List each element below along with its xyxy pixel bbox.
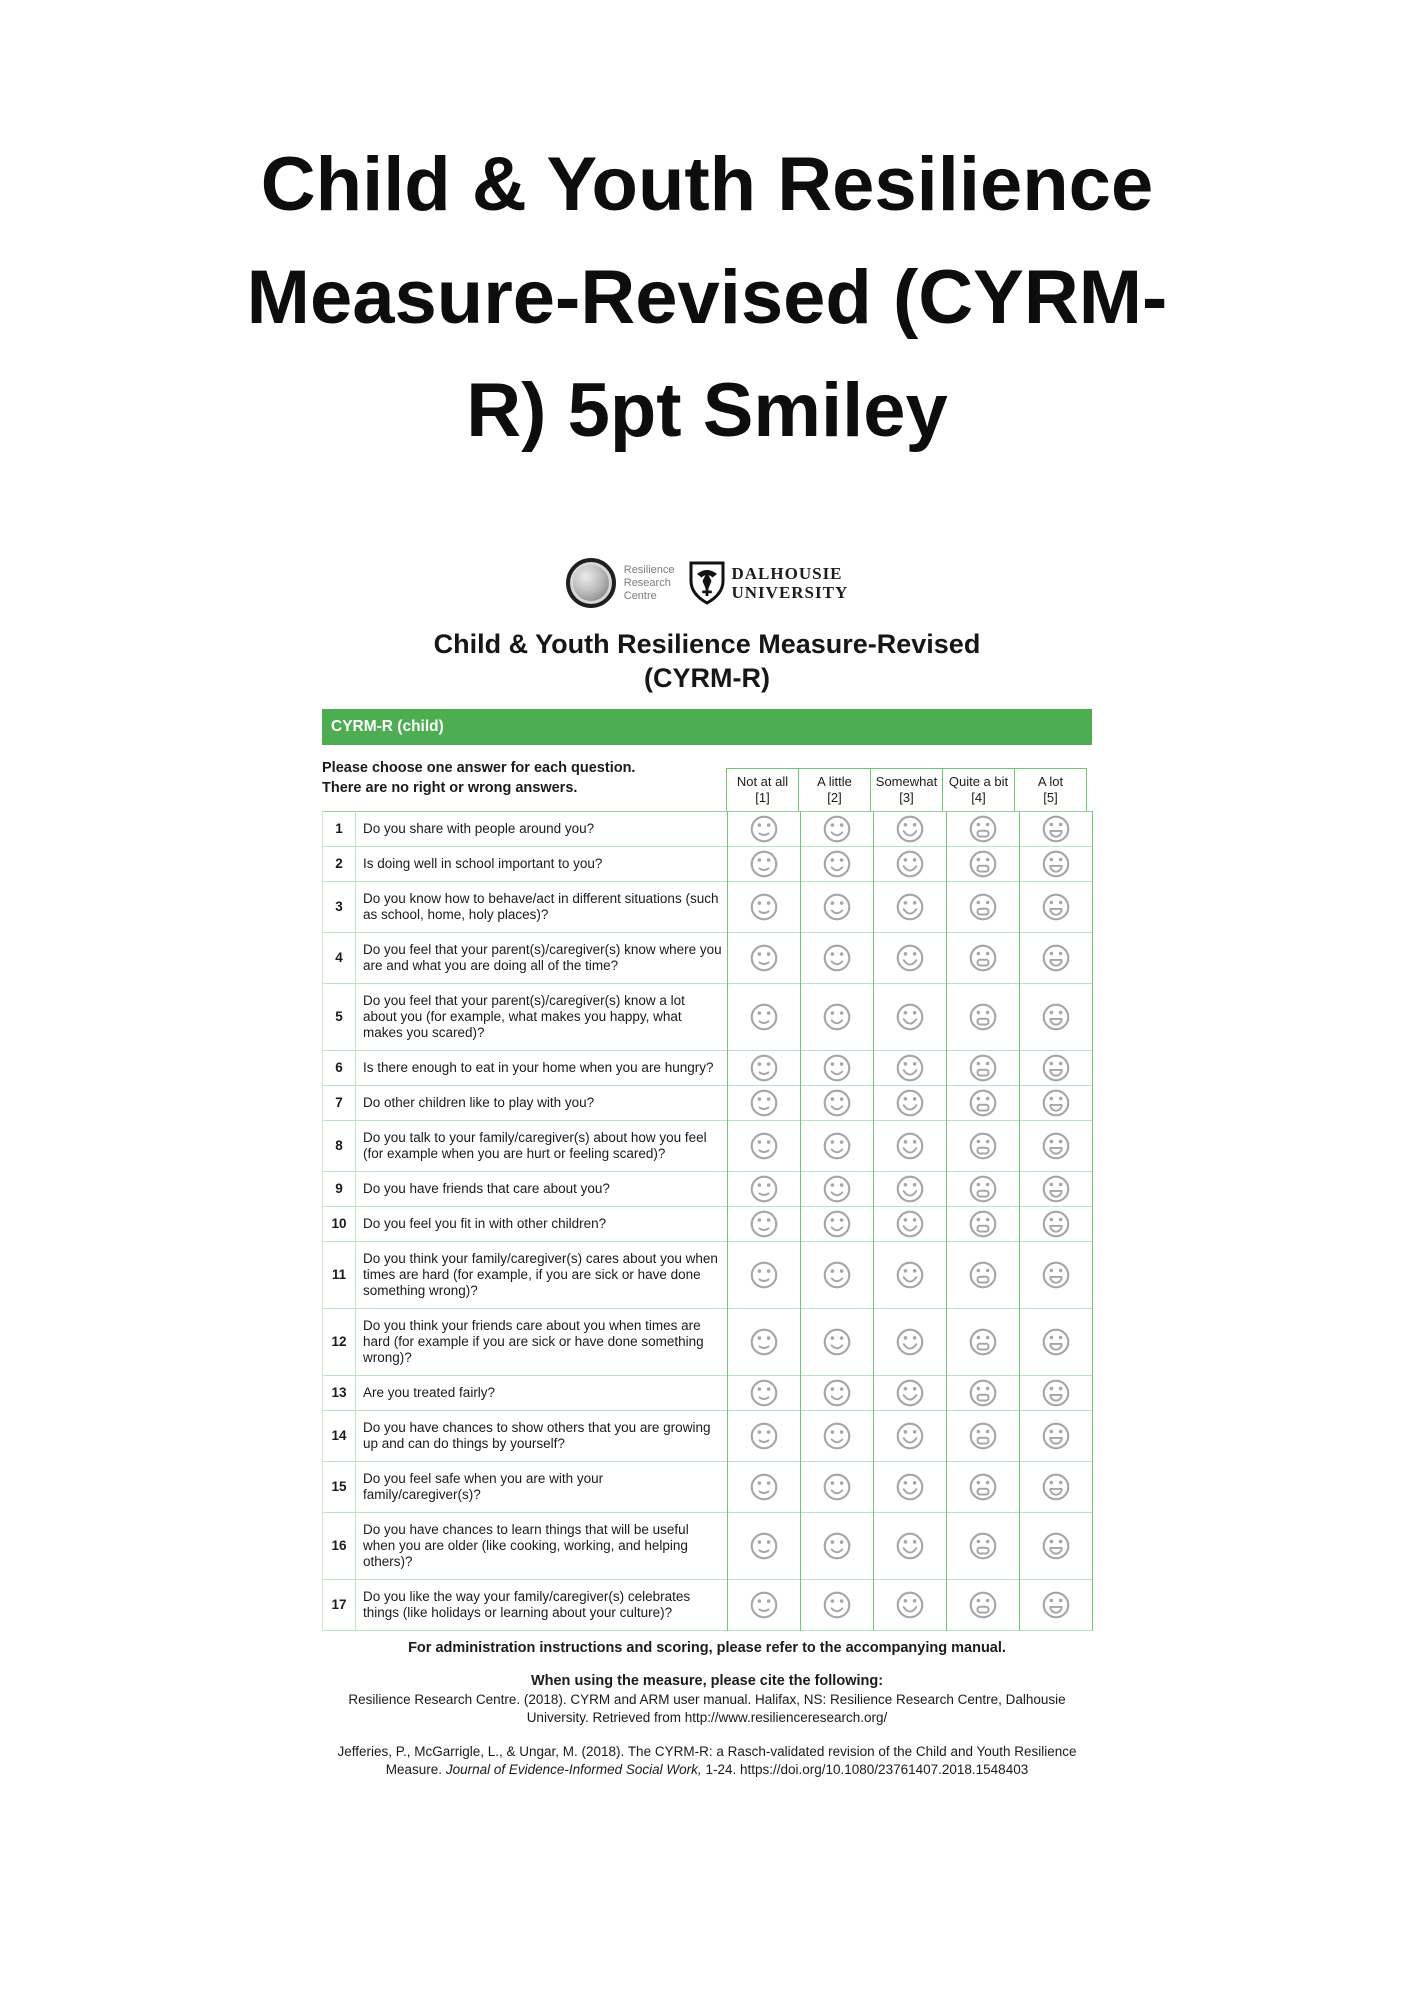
question-text: Do you talk to your family/caregiver(s) about how you feel (for example when you are hurt or feeling scared)? (363, 1130, 707, 1161)
scale-header-a-little: A little [2] (798, 768, 871, 811)
table-row (323, 1411, 1093, 1462)
smiley-laugh-icon (1040, 848, 1072, 880)
question-text: Do you feel that your parent(s)/caregiver(s) know where you are and what you are doing all of the time? (363, 942, 722, 973)
instructions: Please choose one answer for each question. There are no right or wrong answers. (322, 760, 636, 796)
question-text: Do you share with people around you? (363, 821, 595, 836)
table-row (323, 1513, 1093, 1580)
answer-cell-2[interactable] (801, 1411, 874, 1462)
smiley-slight-smile-icon (748, 1471, 780, 1503)
smiley-big-smile-icon (894, 1471, 926, 1503)
smiley-smile-icon (821, 1001, 853, 1033)
answer-cell-3[interactable] (874, 1580, 947, 1631)
answer-cell-5[interactable] (1020, 1242, 1093, 1309)
smiley-slight-smile-icon (748, 1130, 780, 1162)
smiley-smile-icon (821, 1589, 853, 1621)
answer-cell-2[interactable] (801, 1580, 874, 1631)
smiley-open-grin-icon (967, 848, 999, 880)
table-row (323, 882, 1093, 933)
question-text: Is doing well in school important to you? (363, 856, 603, 871)
answer-cell-4[interactable] (947, 984, 1020, 1051)
questionnaire (322, 709, 1092, 1778)
answer-cell-2[interactable] (801, 847, 874, 882)
smiley-big-smile-icon (894, 1326, 926, 1358)
smiley-slight-smile-icon (748, 1052, 780, 1084)
question-number: 12 (323, 1309, 356, 1376)
smiley-laugh-icon (1040, 1052, 1072, 1084)
question-text: Is there enough to eat in your home when you are hungry? (363, 1060, 714, 1075)
answer-cell-4[interactable] (947, 1580, 1020, 1631)
question-number: 4 (323, 933, 356, 984)
question-text: Do other children like to play with you? (363, 1095, 595, 1110)
smiley-slight-smile-icon (748, 1087, 780, 1119)
answer-cell-5[interactable] (1020, 1121, 1093, 1172)
smiley-open-grin-icon (967, 891, 999, 923)
smiley-laugh-icon (1040, 1173, 1072, 1205)
answer-cell-2[interactable] (801, 1513, 874, 1580)
citation-heading: When using the measure, please cite the following: (530, 1673, 884, 1689)
smiley-open-grin-icon (967, 1326, 999, 1358)
answer-cell-5[interactable] (1020, 984, 1093, 1051)
answer-cell-1[interactable] (728, 1580, 801, 1631)
table-row (323, 1121, 1093, 1172)
smiley-slight-smile-icon (748, 1530, 780, 1562)
page-title (0, 0, 1414, 467)
answer-cell-4[interactable] (947, 1172, 1020, 1207)
answer-cell-4[interactable] (947, 933, 1020, 984)
smiley-smile-icon (821, 1377, 853, 1409)
dalhousie-university-logo (689, 561, 849, 605)
question-text: Do you think your family/caregiver(s) cares about you when times are hard (for example, if you are sick or have done something wrong)? (363, 1251, 718, 1298)
smiley-slight-smile-icon (748, 1259, 780, 1291)
smiley-open-grin-icon (967, 1052, 999, 1084)
question-number: 9 (323, 1172, 356, 1207)
answer-cell-5[interactable] (1020, 847, 1093, 882)
answer-cell-1[interactable] (728, 933, 801, 984)
answer-cell-4[interactable] (947, 1121, 1020, 1172)
smiley-smile-icon (821, 813, 853, 845)
smiley-laugh-icon (1040, 1471, 1072, 1503)
answer-cell-5[interactable] (1020, 933, 1093, 984)
smiley-smile-icon (821, 1087, 853, 1119)
question-text: Do you know how to behave/act in different situations (such as school, home, holy places)? (363, 891, 719, 922)
answer-cell-1[interactable] (728, 1121, 801, 1172)
question-number: 15 (323, 1462, 356, 1513)
answer-cell-4[interactable] (947, 882, 1020, 933)
smiley-smile-icon (821, 942, 853, 974)
dalhousie-shield-icon (689, 561, 725, 605)
question-text: Do you feel you fit in with other children? (363, 1216, 607, 1231)
answer-cell-2[interactable] (801, 1242, 874, 1309)
smiley-slight-smile-icon (748, 1420, 780, 1452)
answer-cell-1[interactable] (728, 1242, 801, 1309)
answer-cell-1[interactable] (728, 1376, 801, 1411)
smiley-slight-smile-icon (748, 1208, 780, 1240)
smiley-laugh-icon (1040, 891, 1072, 923)
answer-cell-5[interactable] (1020, 1207, 1093, 1242)
resilience-research-centre-logo (566, 558, 675, 608)
citation-2: Jefferies, P., McGarrigle, L., & Ungar, M. (2018). The CYRM-R: a Rasch-validated revision of the Child and Youth Resilience Measure. Journal of Evidence-Informed Social Work, 1-24. https://doi.org/10.1080/23761407.2018.1548403 (337, 1744, 1077, 1777)
answer-cell-1[interactable] (728, 1411, 801, 1462)
question-number: 5 (323, 984, 356, 1051)
answer-cell-4[interactable] (947, 1376, 1020, 1411)
answer-cell-3[interactable] (874, 984, 947, 1051)
answer-cell-4[interactable] (947, 1207, 1020, 1242)
smiley-slight-smile-icon (748, 1173, 780, 1205)
admin-note: For administration instructions and scoring, please refer to the accompanying manual. (408, 1640, 1006, 1656)
answer-cell-5[interactable] (1020, 1513, 1093, 1580)
citation-1: Resilience Research Centre. (2018). CYRM and ARM user manual. Halifax, NS: Resilience Research Centre, Dalhousie University. Retrieved from http://www.resilienceresearch.org/ (348, 1692, 1066, 1725)
answer-cell-4[interactable] (947, 1086, 1020, 1121)
answer-cell-4[interactable] (947, 1462, 1020, 1513)
table-row (323, 1086, 1093, 1121)
smiley-smile-icon (821, 1326, 853, 1358)
question-text: Do you like the way your family/caregiver(s) celebrates things (like holidays or learning about your culture)? (363, 1589, 691, 1620)
logo-row (257, 551, 1157, 615)
smiley-slight-smile-icon (748, 1326, 780, 1358)
scale-header-a-lot: A lot [5] (1014, 768, 1087, 811)
question-text: Are you treated fairly? (363, 1385, 496, 1400)
smiley-big-smile-icon (894, 848, 926, 880)
smiley-slight-smile-icon (748, 1377, 780, 1409)
smiley-big-smile-icon (894, 1052, 926, 1084)
smiley-big-smile-icon (894, 1259, 926, 1291)
answer-cell-2[interactable] (801, 1121, 874, 1172)
question-number: 17 (323, 1580, 356, 1631)
answer-cell-2[interactable] (801, 1207, 874, 1242)
answer-cell-3[interactable] (874, 1242, 947, 1309)
smiley-smile-icon (821, 1530, 853, 1562)
answer-cell-5[interactable] (1020, 1580, 1093, 1631)
smiley-open-grin-icon (967, 1589, 999, 1621)
answer-cell-2[interactable] (801, 1086, 874, 1121)
smiley-smile-icon (821, 848, 853, 880)
smiley-slight-smile-icon (748, 848, 780, 880)
table-row (323, 1207, 1093, 1242)
answer-cell-3[interactable] (874, 882, 947, 933)
table-row (323, 1376, 1093, 1411)
answer-cell-1[interactable] (728, 1086, 801, 1121)
document-preview (257, 551, 1157, 1778)
answer-cell-4[interactable] (947, 812, 1020, 847)
page-title-line3: R) 5pt Smiley (466, 368, 948, 453)
answer-cell-3[interactable] (874, 1207, 947, 1242)
table-header (322, 757, 1092, 811)
answer-cell-3[interactable] (874, 1411, 947, 1462)
answer-cell-3[interactable] (874, 1051, 947, 1086)
question-number: 7 (323, 1086, 356, 1121)
answer-cell-5[interactable] (1020, 882, 1093, 933)
answer-cell-1[interactable] (728, 1309, 801, 1376)
answer-cell-1[interactable] (728, 1172, 801, 1207)
smiley-open-grin-icon (967, 1173, 999, 1205)
smiley-smile-icon (821, 1259, 853, 1291)
smiley-laugh-icon (1040, 1377, 1072, 1409)
question-number: 3 (323, 882, 356, 933)
answer-cell-2[interactable] (801, 1051, 874, 1086)
answer-cell-4[interactable] (947, 1513, 1020, 1580)
question-number: 6 (323, 1051, 356, 1086)
smiley-open-grin-icon (967, 1259, 999, 1291)
smiley-big-smile-icon (894, 891, 926, 923)
answer-cell-2[interactable] (801, 1462, 874, 1513)
table-row (323, 812, 1093, 847)
smiley-laugh-icon (1040, 1530, 1072, 1562)
smiley-open-grin-icon (967, 1530, 999, 1562)
smiley-slight-smile-icon (748, 942, 780, 974)
smiley-smile-icon (821, 1052, 853, 1084)
question-number: 1 (323, 812, 356, 847)
table-row (323, 1462, 1093, 1513)
answer-cell-3[interactable] (874, 1086, 947, 1121)
answer-cell-3[interactable] (874, 1309, 947, 1376)
smiley-open-grin-icon (967, 942, 999, 974)
scale-header-not-at-all: Not at all [1] (726, 768, 799, 811)
answer-cell-1[interactable] (728, 1513, 801, 1580)
answer-cell-5[interactable] (1020, 1309, 1093, 1376)
smiley-smile-icon (821, 1420, 853, 1452)
section-banner: CYRM-R (child) (322, 709, 1092, 745)
answer-cell-2[interactable] (801, 933, 874, 984)
question-text: Do you have chances to show others that you are growing up and can do things by yourself? (363, 1420, 711, 1451)
smiley-big-smile-icon (894, 1087, 926, 1119)
table-row (323, 984, 1093, 1051)
answer-cell-3[interactable] (874, 1172, 947, 1207)
page-title-line1: Child & Youth Resilience (260, 142, 1154, 227)
smiley-open-grin-icon (967, 1208, 999, 1240)
smiley-slight-smile-icon (748, 813, 780, 845)
answer-cell-3[interactable] (874, 1376, 947, 1411)
smiley-smile-icon (821, 1208, 853, 1240)
smiley-laugh-icon (1040, 1420, 1072, 1452)
smiley-open-grin-icon (967, 1420, 999, 1452)
answer-cell-2[interactable] (801, 1309, 874, 1376)
question-text: Do you have chances to learn things that will be useful when you are older (like cooking, working, and helping others)? (363, 1522, 689, 1569)
answer-cell-5[interactable] (1020, 812, 1093, 847)
rrc-logo-text: Resilience Research Centre (623, 563, 675, 602)
answer-cell-5[interactable] (1020, 1086, 1093, 1121)
answer-cell-4[interactable] (947, 847, 1020, 882)
smiley-laugh-icon (1040, 1087, 1072, 1119)
smiley-laugh-icon (1040, 1130, 1072, 1162)
answer-cell-3[interactable] (874, 1121, 947, 1172)
smiley-laugh-icon (1040, 1326, 1072, 1358)
table-row (323, 1580, 1093, 1631)
question-number: 10 (323, 1207, 356, 1242)
smiley-laugh-icon (1040, 942, 1072, 974)
answer-cell-1[interactable] (728, 1462, 801, 1513)
smiley-open-grin-icon (967, 1130, 999, 1162)
table-row (323, 1172, 1093, 1207)
smiley-slight-smile-icon (748, 891, 780, 923)
table-row (323, 1309, 1093, 1376)
answer-cell-1[interactable] (728, 984, 801, 1051)
answer-cell-2[interactable] (801, 812, 874, 847)
smiley-laugh-icon (1040, 1259, 1072, 1291)
smiley-open-grin-icon (967, 813, 999, 845)
smiley-big-smile-icon (894, 1001, 926, 1033)
table-row (323, 847, 1093, 882)
answer-cell-1[interactable] (728, 812, 801, 847)
answer-cell-3[interactable] (874, 933, 947, 984)
scale-header-somewhat: Somewhat [3] (870, 768, 943, 811)
document-title: Child & Youth Resilience Measure-Revised (CYRM-R) (433, 629, 981, 693)
smiley-big-smile-icon (894, 942, 926, 974)
answer-cell-3[interactable] (874, 847, 947, 882)
smiley-big-smile-icon (894, 1173, 926, 1205)
question-number: 8 (323, 1121, 356, 1172)
answer-cell-3[interactable] (874, 1513, 947, 1580)
question-text: Do you think your friends care about you when times are hard (for example if you are sick or have done something wrong)? (363, 1318, 704, 1365)
answer-cell-4[interactable] (947, 1309, 1020, 1376)
smiley-big-smile-icon (894, 1420, 926, 1452)
answer-cell-1[interactable] (728, 1207, 801, 1242)
smiley-open-grin-icon (967, 1087, 999, 1119)
table-row (323, 1242, 1093, 1309)
question-text: Do you have friends that care about you? (363, 1181, 610, 1196)
answer-cell-1[interactable] (728, 882, 801, 933)
smiley-smile-icon (821, 891, 853, 923)
smiley-big-smile-icon (894, 1130, 926, 1162)
smiley-laugh-icon (1040, 1001, 1072, 1033)
question-number: 11 (323, 1242, 356, 1309)
smiley-slight-smile-icon (748, 1589, 780, 1621)
answer-cell-1[interactable] (728, 1051, 801, 1086)
question-number: 2 (323, 847, 356, 882)
smiley-big-smile-icon (894, 1589, 926, 1621)
smiley-laugh-icon (1040, 1589, 1072, 1621)
answer-cell-4[interactable] (947, 1051, 1020, 1086)
answer-cell-1[interactable] (728, 847, 801, 882)
smiley-open-grin-icon (967, 1471, 999, 1503)
rrc-globe-icon (566, 558, 616, 608)
answer-cell-3[interactable] (874, 812, 947, 847)
smiley-open-grin-icon (967, 1001, 999, 1033)
question-number: 14 (323, 1411, 356, 1462)
question-text: Do you feel that your parent(s)/caregiver(s) know a lot about you (for example, what makes you happy, what makes you scared)? (363, 993, 685, 1040)
answer-cell-5[interactable] (1020, 1462, 1093, 1513)
answer-cell-4[interactable] (947, 1242, 1020, 1309)
answer-cell-2[interactable] (801, 1376, 874, 1411)
answer-cell-2[interactable] (801, 1172, 874, 1207)
answer-cell-5[interactable] (1020, 1376, 1093, 1411)
smiley-smile-icon (821, 1173, 853, 1205)
page-title-line2: Measure-Revised (CYRM- (246, 255, 1168, 340)
smiley-big-smile-icon (894, 1208, 926, 1240)
table-row (323, 933, 1093, 984)
smiley-big-smile-icon (894, 813, 926, 845)
smiley-big-smile-icon (894, 1530, 926, 1562)
smiley-laugh-icon (1040, 813, 1072, 845)
table-row (323, 1051, 1093, 1086)
answer-cell-5[interactable] (1020, 1411, 1093, 1462)
question-number: 16 (323, 1513, 356, 1580)
scale-header-quite-a-bit: Quite a bit [4] (942, 768, 1015, 811)
answer-cell-5[interactable] (1020, 1172, 1093, 1207)
answer-cell-4[interactable] (947, 1411, 1020, 1462)
answer-cell-5[interactable] (1020, 1051, 1093, 1086)
smiley-smile-icon (821, 1471, 853, 1503)
dalhousie-logo-text: DALHOUSIE UNIVERSITY (731, 564, 849, 602)
question-text: Do you feel safe when you are with your family/caregiver(s)? (363, 1471, 604, 1502)
smiley-slight-smile-icon (748, 1001, 780, 1033)
answer-cell-3[interactable] (874, 1462, 947, 1513)
answer-cell-2[interactable] (801, 882, 874, 933)
answer-cell-2[interactable] (801, 984, 874, 1051)
question-table (322, 811, 1093, 1631)
smiley-big-smile-icon (894, 1377, 926, 1409)
smiley-open-grin-icon (967, 1377, 999, 1409)
question-number: 13 (323, 1376, 356, 1411)
smiley-laugh-icon (1040, 1208, 1072, 1240)
smiley-smile-icon (821, 1130, 853, 1162)
